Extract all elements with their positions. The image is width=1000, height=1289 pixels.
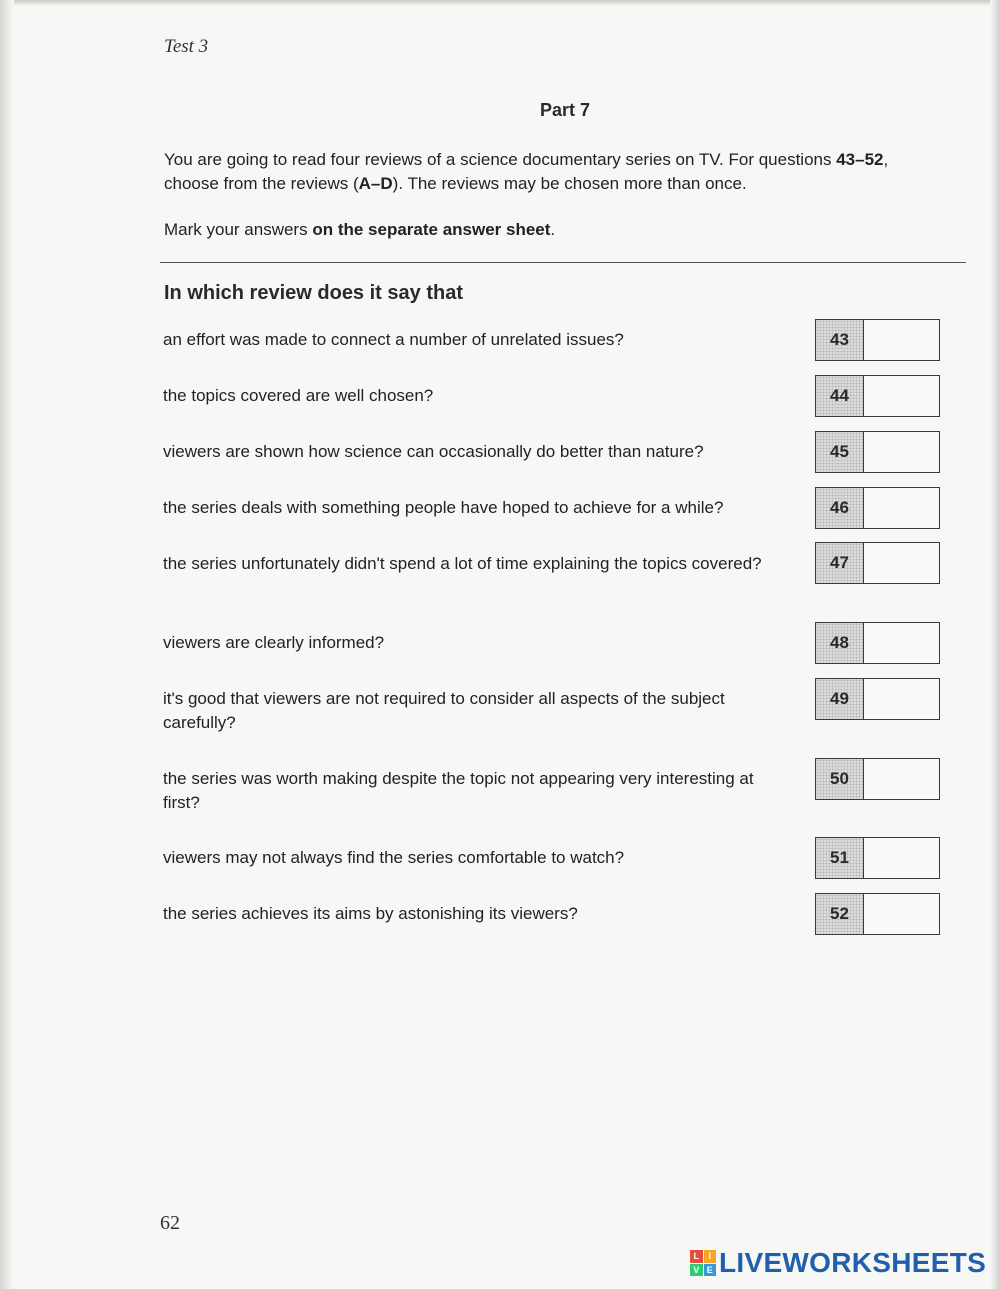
answer-box: [815, 487, 940, 529]
page-edge-left: [0, 0, 14, 1289]
part-title: Part 7: [539, 100, 591, 120]
answer-box: [815, 622, 940, 664]
answer-box: [815, 758, 940, 800]
question-text: an effort was made to connect a number of unrelated issues?: [163, 330, 624, 349]
answer-box: [815, 431, 940, 473]
question-heading: In which review does it say that: [164, 282, 463, 304]
question-number: 44: [816, 376, 864, 416]
question-text: the series unfortunately didn't spend a lot of time explaining the topics covered?: [163, 554, 762, 573]
page-edge-top: [0, 0, 1000, 6]
answer-input[interactable]: [864, 543, 939, 583]
answer-box: [815, 893, 940, 935]
answer-input[interactable]: [864, 488, 939, 528]
divider: [160, 262, 966, 263]
brand-name: LIVEWORKSHEETS: [719, 1247, 987, 1278]
question-text: the series was worth making despite the topic not appearing very interesting at first?: [163, 769, 754, 812]
question-number: 48: [816, 623, 864, 663]
answer-input[interactable]: [864, 320, 939, 360]
question-number: 51: [816, 838, 864, 878]
question-text: the topics covered are well chosen?: [163, 386, 434, 405]
instructions: [164, 148, 974, 196]
answer-input[interactable]: [864, 376, 939, 416]
answer-box: [815, 542, 940, 584]
answer-input[interactable]: [864, 759, 939, 799]
question-text: viewers may not always find the series comfortable to watch?: [163, 848, 625, 867]
logo-letter: L: [690, 1250, 703, 1263]
question-number: 50: [816, 759, 864, 799]
running-head: Test 3: [164, 36, 209, 57]
question-range: 43–52: [836, 150, 884, 169]
question-text: the series deals with something people have hoped to achieve for a while?: [163, 498, 724, 517]
answer-input[interactable]: [864, 679, 939, 719]
answer-box: [815, 837, 940, 879]
answer-box: [815, 678, 940, 720]
question-text: the series achieves its aims by astonishing its viewers?: [163, 904, 578, 923]
answer-input[interactable]: [864, 838, 939, 878]
question-text: viewers are clearly informed?: [163, 633, 385, 652]
mark-answers-instruction: Mark your answers on the separate answer sheet.: [164, 220, 556, 239]
question-number: 47: [816, 543, 864, 583]
question-number: 45: [816, 432, 864, 472]
liveworksheets-brand[interactable]: [690, 1246, 986, 1280]
logo-letter: V: [690, 1264, 703, 1277]
question-number: 43: [816, 320, 864, 360]
answer-input[interactable]: [864, 894, 939, 934]
answer-input[interactable]: [864, 623, 939, 663]
question-text: viewers are shown how science can occasionally do better than nature?: [163, 442, 704, 461]
liveworksheets-logo-icon: [690, 1250, 716, 1276]
answer-input[interactable]: [864, 432, 939, 472]
page-number: 62: [160, 1212, 180, 1234]
instructions-line-2: choose from the reviews (A–D). The reviews may be chosen more than once.: [164, 174, 747, 193]
page-edge-right: [990, 0, 1000, 1289]
question-number: 49: [816, 679, 864, 719]
instructions-line-1: You are going to read four reviews of a science documentary series on TV. For questions 43–52,: [164, 150, 889, 169]
question-text: it's good that viewers are not required to consider all aspects of the subject carefully?: [163, 689, 725, 732]
answer-box: [815, 375, 940, 417]
question-number: 52: [816, 894, 864, 934]
question-number: 46: [816, 488, 864, 528]
logo-letter: I: [704, 1250, 717, 1263]
answer-box: [815, 319, 940, 361]
logo-letter: E: [704, 1264, 717, 1277]
review-range: A–D: [358, 174, 393, 193]
